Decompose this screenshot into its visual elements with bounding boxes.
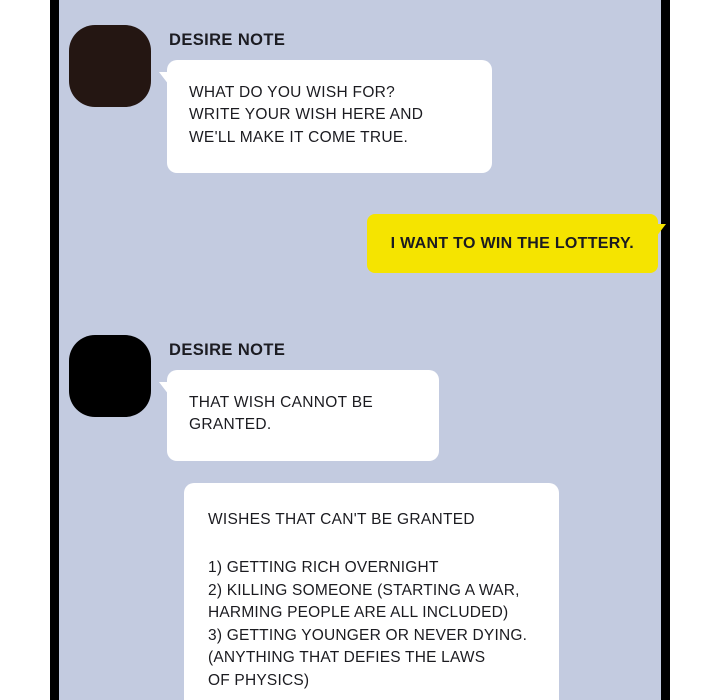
message-body (167, 335, 439, 461)
message-body (167, 25, 492, 173)
avatar[interactable] (69, 25, 151, 107)
rules-heading: WISHES THAT CAN'T BE GRANTED (208, 511, 475, 528)
message-line: THAT WISH CANNOT BE (189, 394, 373, 411)
page-margin-left (0, 0, 50, 700)
message-line: WRITE YOUR WISH HERE AND (189, 106, 424, 124)
message-bubble-wish-rules[interactable] (184, 483, 559, 700)
page-margin-right (670, 0, 720, 700)
message-line: I WANT TO WIN THE LOTTERY. (390, 235, 634, 252)
panel-border-right (661, 0, 670, 700)
message-line: GRANTED. (189, 416, 272, 434)
rules-line: 1) GETTING RICH OVERNIGHT (208, 559, 439, 577)
message-incoming-1 (69, 25, 492, 173)
message-outgoing-1 (367, 214, 658, 273)
message-bubble[interactable] (167, 60, 492, 173)
avatar[interactable] (69, 335, 151, 417)
message-list (59, 0, 661, 700)
message-bubble[interactable] (367, 214, 658, 273)
message-line: WE'LL MAKE IT COME TRUE. (189, 128, 409, 146)
rules-line: 2) KILLING SOMEONE (STARTING A WAR, (208, 581, 520, 599)
message-line: WHAT DO YOU WISH FOR? (189, 84, 396, 101)
rules-line: OF PHYSICS) (208, 671, 310, 689)
rules-line: (ANYTHING THAT DEFIES THE LAWS (208, 649, 486, 667)
sender-name: DESIRE NOTE (169, 341, 286, 359)
message-incoming-2 (69, 335, 439, 461)
rules-list (208, 557, 535, 692)
message-bubble[interactable] (167, 370, 439, 461)
rules-line: 3) GETTING YOUNGER OR NEVER DYING. (208, 626, 528, 644)
sender-name: DESIRE NOTE (169, 31, 286, 49)
rules-line: HARMING PEOPLE ARE ALL INCLUDED) (208, 604, 509, 622)
panel-border-left (50, 0, 59, 700)
